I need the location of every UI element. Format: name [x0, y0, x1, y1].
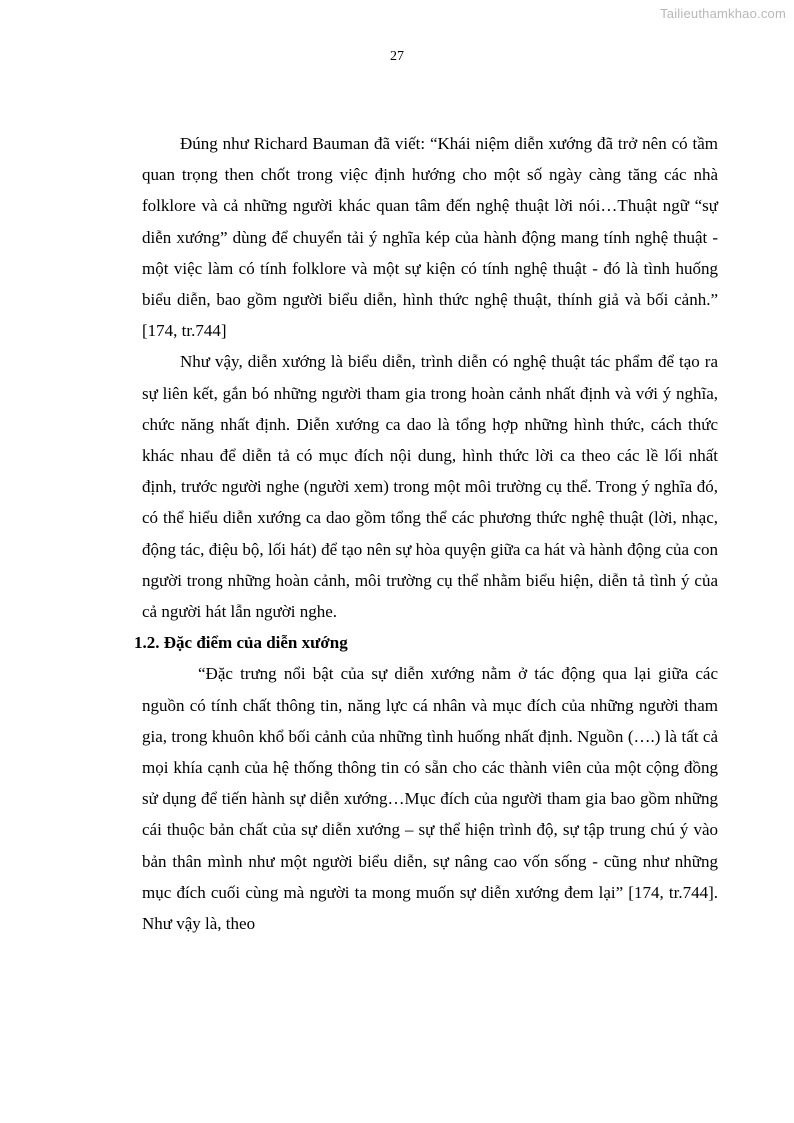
page-number: 27	[390, 49, 404, 64]
watermark-text: Tailieuthamkhao.com	[660, 6, 786, 21]
section-heading: 1.2. Đặc điểm của diễn xướng	[134, 633, 348, 653]
document-body	[134, 128, 718, 939]
paragraph-characteristics: “Đặc trưng nổi bật của sự diễn xướng nằm ở tác động qua lại giữa các nguồn có tính chất thông tin, năng lực cá nhân và mục đích của những người tham gia, trong khuôn khổ bối cảnh của những tình huống nhất định. Nguồn (….) là tất cả mọi khía cạnh của hệ thống thông tin có sẵn cho các thành viên của một cộng đồng sử dụng để tiến hành sự diễn xướng…Mục đích của người tham gia bao gồm những cái thuộc bản chất của sự diễn xướng – sự thể hiện trình độ, sự tập trung chú ý vào bản thân mình như một người biểu diễn, sự nâng cao vốn sống - cũng như những mục đích cuối cùng mà người ta mong muốn sự diễn xướng đem lại” [174, tr.744]. Như vậy là, theo	[142, 664, 718, 934]
paragraph-definition: Như vậy, diễn xướng là biểu diễn, trình diễn có nghệ thuật tác phẩm để tạo ra sự liên kết, gắn bó những người tham gia trong hoàn cảnh nhất định và với ý nghĩa, chức năng nhất định. Diễn xướng ca dao là tổng hợp những hình thức, cách thức khác nhau để diễn tả có mục đích nội dung, hình thức lời ca theo các lề lối nhất định, trước người nghe (người xem) trong một môi trường cụ thể. Trong ý nghĩa đó, có thể hiểu diễn xướng ca dao gồm tổng thể các phương thức nghệ thuật (lời, nhạc, động tác, điệu bộ, lối hát) để tạo nên sự hòa quyện giữa ca hát và hành động của con người trong những hoàn cảnh, môi trường cụ thể nhằm biểu hiện, diễn tả tình ý của cả người hát lẫn người nghe.	[142, 352, 718, 622]
paragraph-bauman-quote: Đúng như Richard Bauman đã viết: “Khái niệm diễn xướng đã trở nên có tầm quan trọng then chốt trong việc định hướng cho một số ngày càng tăng các nhà folklore và cả những người khác quan tâm đến nghệ thuật lời nói…Thuật ngữ “sự diễn xướng” dùng để chuyển tải ý nghĩa kép của hành động mang tính nghệ thuật - một việc làm có tính folklore và một sự kiện có tính nghệ thuật - đó là tình huống biểu diễn, bao gồm người biểu diễn, hình thức nghệ thuật, thính giả và bối cảnh.” [174, tr.744]	[142, 134, 718, 341]
